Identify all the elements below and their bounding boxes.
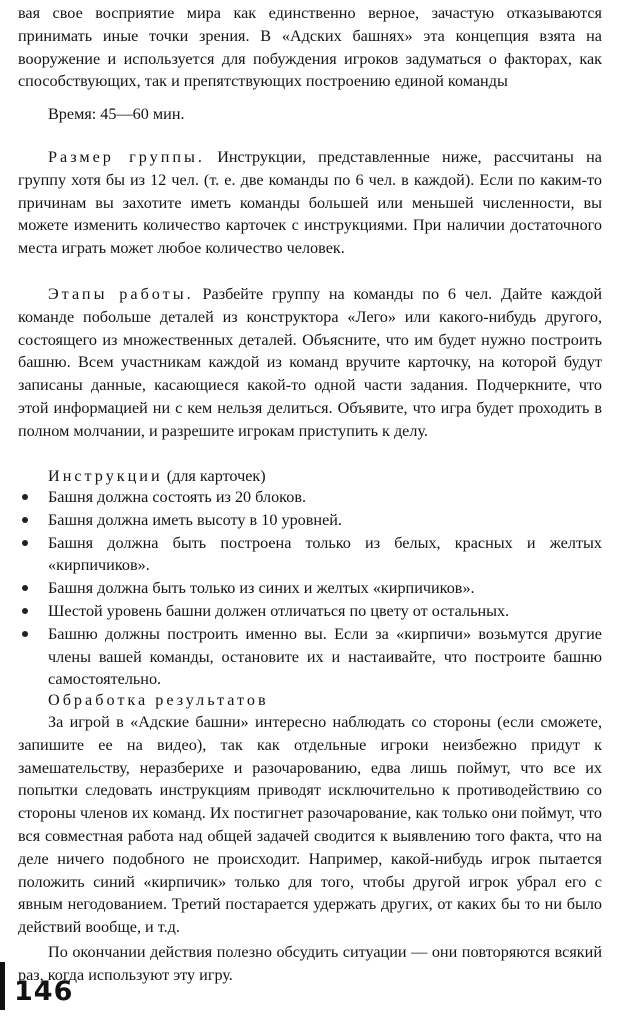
time-line: Время: 45—60 мин. [48, 105, 185, 123]
instructions-heading: Инструкции (для карточек) [48, 467, 266, 485]
bullet-icon [22, 631, 28, 637]
group-size-paragraph [18, 146, 602, 260]
stages-label: Этапы работы. [48, 285, 194, 303]
closing-paragraph: По окончании действия полезно обсудить ситуации — они повторяются всякий раз, когда используют эту игру. [18, 943, 602, 984]
results-paragraph: За игрой в «Адские башни» интересно наблюдать со стороны (если сможете, запишите ее на видео), так как отдельные игроки неизбежно придут к замешательству, неразберихе и разочарованию, едва лишь поймут, что все их попытки следовать инструкциям приводят исключительно к противодействию со стороны членов их команд. Их постигнет разочарование, как только они поймут, что вся совместная работа над общей задачей сводится к выявлению того факта, что на деле ничего подобного не происходит. Например, какой-нибудь игрок пытается положить синий «кирпичик» только для того, чтобы другой игрок убрал его с явным негодованием. Третий постарается удержать других, от каких бы то ни было действий вообще, и т.д. [18, 713, 602, 937]
group-size-text: Инструкции, представленные ниже, рассчитаны на группу хотя бы из 12 чел. (т. е. две команды по 6 чел. в каждой). Если по каким-то причинам вы захотите иметь команды большей или меньшей численности, вы можете изменить количество карточек с инструкциями. При наличии достаточного места играть может любое количество человек. [18, 148, 602, 258]
bullet-icon [22, 585, 28, 591]
instructions-list [18, 486, 602, 691]
list-item: Башня должна быть только из синих и желтых «кирпичиков». [18, 577, 602, 600]
bullet-icon [22, 494, 28, 500]
list-item: Башню должны построить именно вы. Если за «кирпичи» возьмутся другие члены вашей команды, остановите их и настаивайте, что построите башню самостоятельно. [18, 623, 602, 691]
results-heading: Обработка результатов [48, 691, 269, 709]
intro-paragraph: вая свое восприятие мира как единственно верное, зачастую отказываются принимать иные точки зрения. В «Адских башнях» эта концепция взята на вооружение и используется для побуждения игроков задуматься о факторах, как способствующих, так и препятствующих построению единой команды [18, 4, 602, 91]
group-size-label: Размер группы. [48, 148, 205, 166]
margin-bar [0, 962, 5, 1010]
list-item: Башня должна состоять из 20 блоков. [18, 486, 602, 509]
stages-paragraph [18, 283, 602, 443]
list-item: Шестой уровень башни должен отличаться по цвету от остальных. [18, 600, 602, 623]
bullet-icon [22, 517, 28, 523]
bullet-icon [22, 540, 28, 546]
list-item: Башня должна быть построена только из белых, красных и желтых «кирпичиков». [18, 532, 602, 578]
page-number: 146 [14, 976, 74, 1007]
stages-text: Разбейте группу на команды по 6 чел. Дайте каждой команде побольше деталей из конструктора «Лего» или какого-нибудь другого, состоящего из множественных деталей. Объясните, что им будет нужно построить башню. Всем участникам каждой из команд вручите карточку, на которой будут записаны данные, касающиеся какой-то одной части задания. Подчеркните, что этой информацией ни с кем нельзя делиться. Объявите, что игра будет проходить в полном молчании, и разрешите игрокам приступить к делу. [18, 285, 602, 440]
list-item: Башня должна иметь высоту в 10 уровней. [18, 509, 602, 532]
bullet-icon [22, 608, 28, 614]
